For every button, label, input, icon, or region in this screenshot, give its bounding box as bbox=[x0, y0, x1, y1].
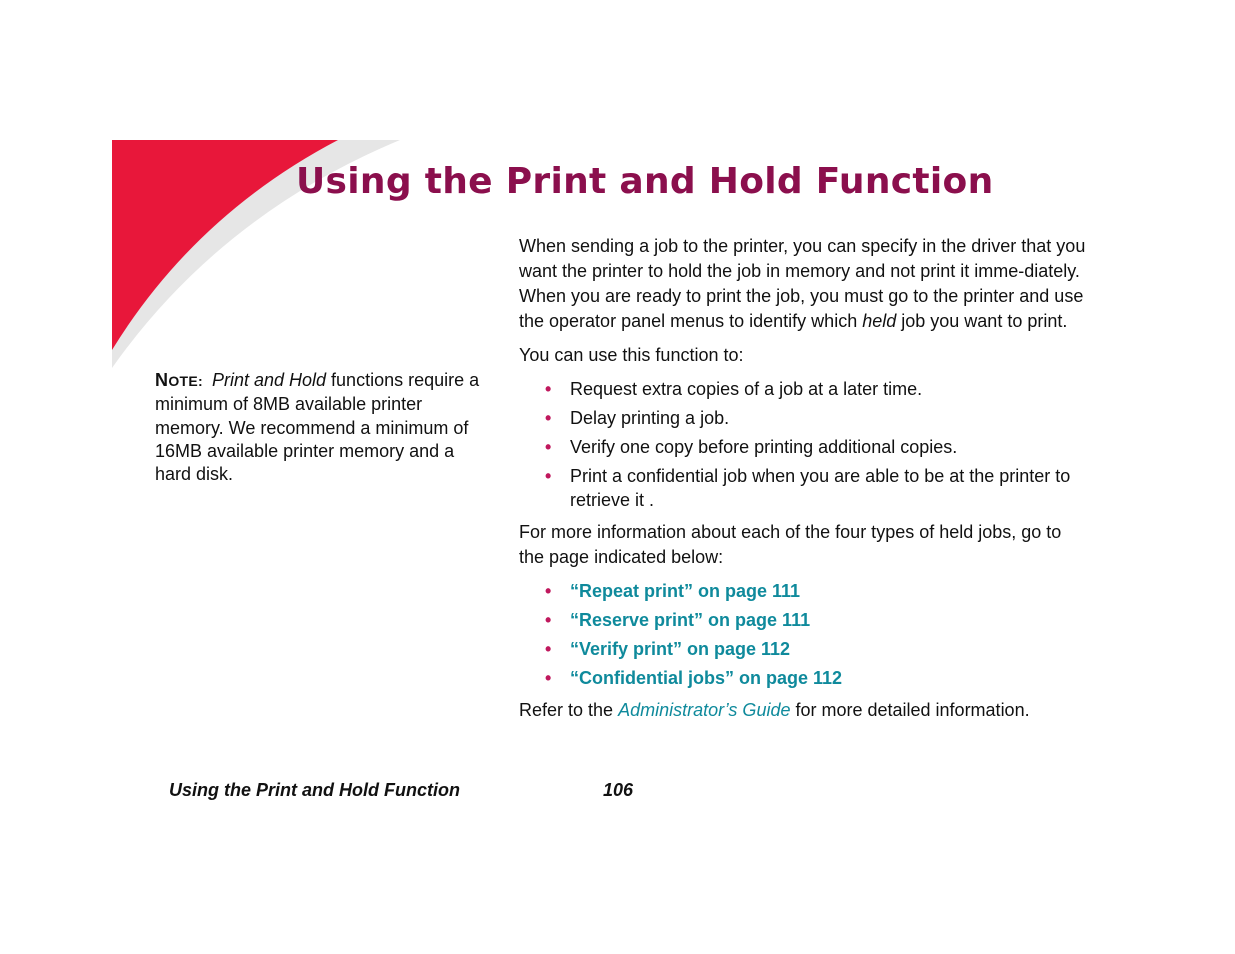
refer-text-start: Refer to the bbox=[519, 700, 619, 720]
uses-intro: You can use this function to: bbox=[519, 345, 744, 365]
list-item bbox=[519, 406, 1089, 430]
list-item bbox=[519, 435, 1089, 459]
more-info-paragraph: For more information about each of the four types of held jobs, go to the page indicated below: bbox=[519, 522, 1062, 567]
bullet-icon: • bbox=[545, 466, 552, 486]
held-jobs-links bbox=[519, 579, 1089, 690]
refer-paragraph bbox=[519, 698, 1089, 723]
refer-text-end: for more detailed information. bbox=[790, 700, 1030, 720]
bullet-icon: • bbox=[545, 668, 552, 688]
list-item bbox=[519, 608, 1089, 632]
link-reserve-print[interactable]: “Reserve print” on page 111 bbox=[570, 610, 811, 630]
intro-held-emphasis: held bbox=[862, 311, 897, 331]
bullet-icon: • bbox=[545, 639, 552, 659]
note-emphasis: Print and Hold bbox=[211, 370, 327, 390]
list-item bbox=[519, 377, 1089, 401]
intro-text-end: job you want to print. bbox=[896, 311, 1068, 331]
list-item bbox=[519, 637, 1089, 661]
sidebar-note bbox=[155, 369, 495, 486]
link-verify-print[interactable]: “Verify print” on page 112 bbox=[570, 639, 791, 659]
list-item bbox=[519, 464, 1089, 512]
administrators-guide-link[interactable]: Administrator’s Guide bbox=[618, 700, 791, 720]
page-number: 106 bbox=[603, 780, 634, 800]
link-repeat-print[interactable]: “Repeat print” on page 111 bbox=[570, 581, 801, 601]
bullet-icon: • bbox=[545, 610, 552, 630]
note-label-initial: N bbox=[155, 370, 169, 390]
intro-paragraph bbox=[519, 234, 1089, 334]
bullet-icon: • bbox=[545, 581, 552, 601]
bullet-icon: • bbox=[545, 408, 552, 428]
link-confidential-jobs[interactable]: “Confidential jobs” on page 112 bbox=[570, 668, 843, 688]
main-content bbox=[519, 234, 1089, 723]
list-item-text: Request extra copies of a job at a later time. bbox=[570, 379, 923, 399]
list-item-text: Print a confidential job when you are able to be at the printer to retrieve it . bbox=[570, 466, 1071, 510]
note-label bbox=[155, 370, 203, 390]
footer-title: Using the Print and Hold Function bbox=[169, 780, 460, 800]
list-item bbox=[519, 579, 1089, 603]
list-item-text: Verify one copy before printing additional copies. bbox=[570, 437, 958, 457]
note-text: functions require a minimum of 8MB available printer memory. We recommend a minimum of 16MB available printer memory and a hard disk. bbox=[155, 370, 480, 485]
bullet-icon: • bbox=[545, 437, 552, 457]
bullet-icon: • bbox=[545, 379, 552, 399]
uses-list bbox=[519, 377, 1089, 512]
note-label-rest: OTE: bbox=[168, 373, 203, 389]
list-item-text: Delay printing a job. bbox=[570, 408, 730, 428]
intro-text-start: When sending a job to the printer, you can specify in the driver that you want the printer to hold the job in memory and not print it imme-diately. When you are ready to print the job, you must go to the printer and use the operator panel menus to identify which bbox=[519, 236, 1086, 331]
list-item bbox=[519, 666, 1089, 690]
page-title: Using the Print and Hold Function bbox=[296, 161, 994, 202]
